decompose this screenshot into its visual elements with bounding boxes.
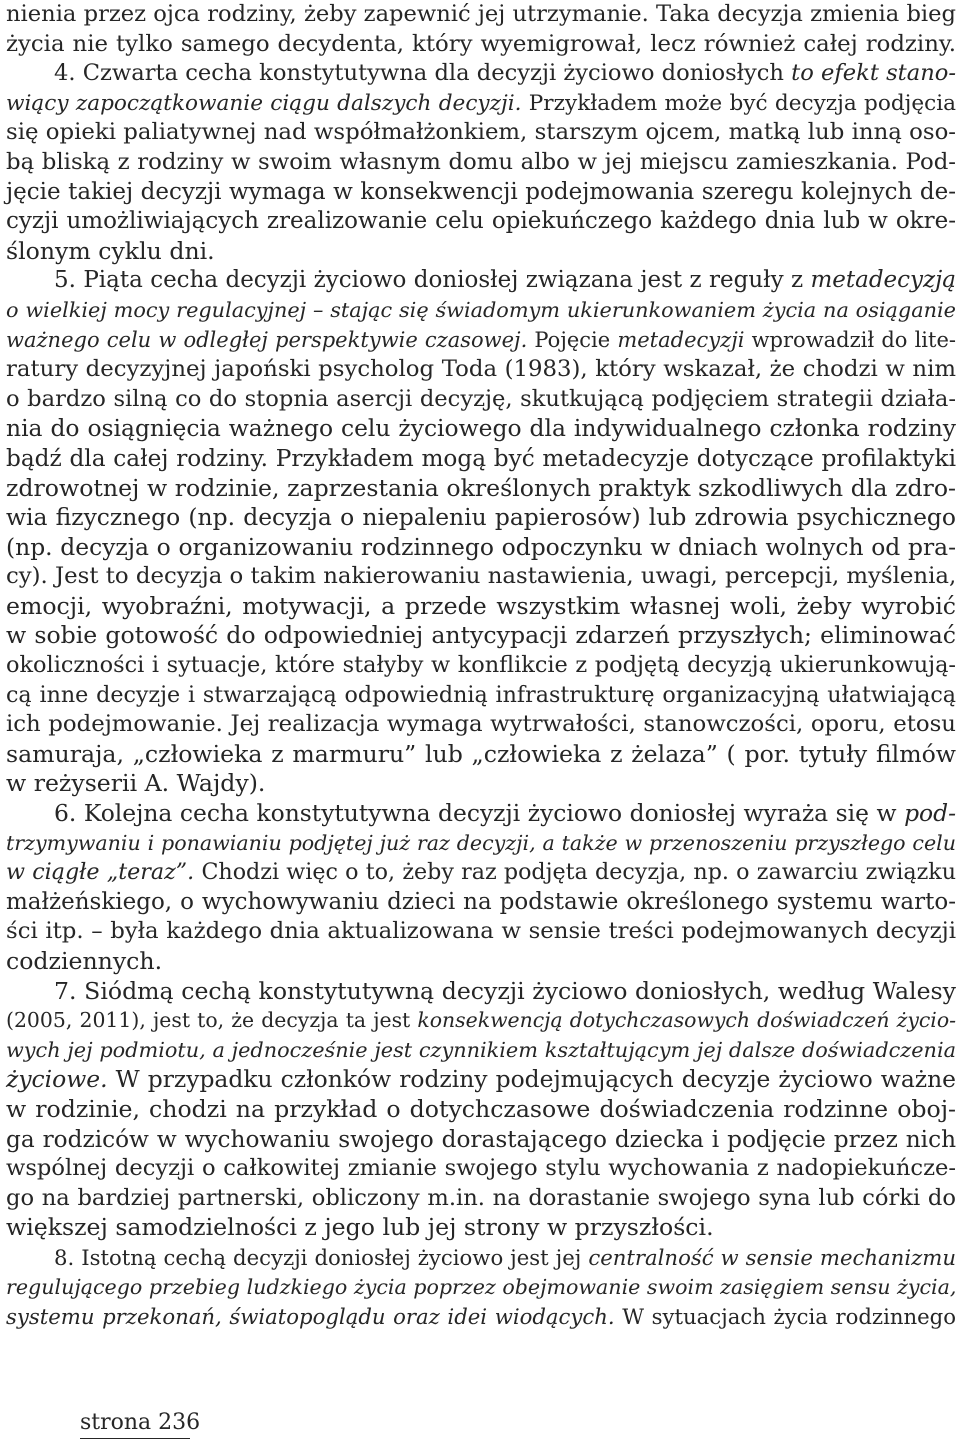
text-segment: życia nie tylko samego decydenta, który wyemigrował, lecz również całej rodziny. bbox=[6, 30, 956, 57]
text-segment: wprowadził do lite- bbox=[744, 327, 956, 352]
text-segment: cą inne decyzje i stwarzającą odpowiednią infrastrukturę organizacyjną ułatwiającą bbox=[6, 681, 956, 708]
text-line bbox=[6, 1273, 956, 1303]
text-line bbox=[6, 474, 956, 504]
text-line bbox=[6, 621, 956, 651]
text-segment: 8. Istotną cechą decyzji doniosłej życiowo jest jej bbox=[54, 1244, 589, 1270]
text-segment: 5. Piąta cecha decyzji życiowo doniosłej związana jest z reguły z bbox=[54, 267, 811, 294]
text-segment: o bardzo silną co do stopnia asercji decyzję, skutkującą podjęciem strategii działa- bbox=[6, 385, 956, 412]
text-line bbox=[6, 858, 956, 888]
text-line bbox=[6, 1213, 956, 1243]
text-line bbox=[6, 799, 956, 829]
text-line bbox=[6, 266, 956, 296]
text-segment: 4. Czwarta cecha konstytutywna dla decyzji życiowo doniosłych bbox=[54, 60, 792, 87]
text-line bbox=[6, 710, 956, 740]
text-segment: się opieki paliatywnej nad współmałżonkiem, starszym ojcem, matką lub inną oso- bbox=[6, 119, 956, 146]
text-line bbox=[6, 89, 956, 119]
text-line bbox=[6, 237, 956, 267]
text-segment: w rodzinie, chodzi na przykład o dotychczasowe doświadczenia rodzinne oboj- bbox=[6, 1094, 956, 1123]
text-line bbox=[6, 562, 956, 592]
text-segment: ślonym cyklu dni. bbox=[6, 236, 215, 265]
text-line bbox=[6, 740, 956, 770]
page-number: strona 236 bbox=[80, 1410, 201, 1435]
text-line bbox=[6, 296, 956, 326]
text-segment: bą bliską z rodziny w swoim własnym domu albo w jej miejscu zamieszkania. Pod- bbox=[6, 148, 956, 175]
text-line bbox=[6, 414, 956, 444]
text-segment: w sobie gotowość do odpowiedniej antycypacji zdarzeń przyszłych; eliminować bbox=[6, 621, 956, 650]
text-segment: W sytuacjach życia rodzinnego bbox=[614, 1304, 956, 1330]
text-segment: ratury decyzyjnej japoński psycholog Toda (1983), który wskazał, że chodzi w nim bbox=[6, 356, 956, 383]
text-segment: emocji, wyobraźni, motywacji, a przede wszystkim własnej woli, żeby wyrobić bbox=[6, 591, 956, 620]
text-segment: cy). Jest to decyzja o takim nakierowaniu nastawienia, uwagi, percepcji, myślenia, bbox=[6, 563, 957, 590]
text-line bbox=[6, 681, 956, 711]
text-segment: bądź dla całej rodziny. Przykładem mogą być metadecyzje dotyczące profilaktyki bbox=[6, 444, 956, 472]
italic-text-segment: regulującego przebieg ludzkiego życia poprzez obejmowanie swoim zasięgiem sensu życia, bbox=[6, 1274, 957, 1299]
italic-text-segment: życiowe. bbox=[6, 1065, 108, 1094]
text-segment: 7. Siódmą cechą konstytutywną decyzji życiowo doniosłych, według Walesy bbox=[54, 976, 956, 1005]
text-segment: Pojęcie bbox=[527, 327, 618, 352]
text-line bbox=[6, 1302, 956, 1332]
text-line bbox=[6, 385, 956, 415]
text-segment: zdrowotnej w rodzinie, zaprzestania określonych praktyk szkodliwych dla zdro- bbox=[6, 473, 956, 502]
text-line bbox=[6, 118, 956, 148]
text-line bbox=[6, 207, 956, 237]
text-line bbox=[6, 503, 956, 533]
text-line bbox=[6, 326, 956, 356]
text-segment: wspólnej decyzji o całkowitej zmianie swojego stylu wychowania z nadopiekuńcze- bbox=[6, 1155, 956, 1182]
italic-text-segment: to efekt stano- bbox=[791, 60, 957, 87]
text-line bbox=[6, 829, 956, 859]
text-line bbox=[6, 355, 956, 385]
italic-text-segment: w ciągłe „teraz”. bbox=[6, 859, 195, 886]
text-segment: (2005, 2011), jest to, że decyzja ta jest bbox=[6, 1008, 418, 1033]
text-segment: Przykładem może być decyzja podjęcia bbox=[521, 90, 957, 116]
text-segment: ga rodziców w wychowaniu swojego dorastającego dziecka i podjęcie przez nich bbox=[6, 1125, 956, 1153]
text-segment: cyzji umożliwiających zrealizowanie celu opiekuńczego każdego dnia lub w okre- bbox=[6, 208, 956, 235]
text-line bbox=[6, 917, 956, 947]
text-segment: jęcie takiej decyzji wymaga w konsekwencji podejmowania szeregu kolejnych de- bbox=[6, 178, 956, 205]
italic-text-segment: konsekwencją dotychczasowych doświadczeń życio- bbox=[417, 1008, 956, 1033]
text-line bbox=[6, 1065, 956, 1095]
italic-text-segment: pod- bbox=[904, 799, 956, 828]
text-segment: ich podejmowanie. Jej realizacja wymaga wytrwałości, stanowczości, oporu, etosu bbox=[6, 711, 956, 738]
text-segment: okoliczności i sytuacje, które stałyby w konflikcie z podjętą decyzją ukierunkowują- bbox=[6, 652, 956, 679]
text-segment: codziennych. bbox=[6, 947, 163, 975]
text-segment: małżeńskiego, o wychowywaniu dzieci na podstawie określonego systemu warto- bbox=[6, 888, 956, 915]
text-line bbox=[6, 178, 956, 208]
text-line bbox=[6, 769, 956, 799]
text-segment: ści itp. – była każdego dnia aktualizowana w sensie treści podejmowanych decyzji bbox=[6, 918, 956, 945]
text-line bbox=[6, 148, 956, 178]
italic-text-segment: wych jej podmiotu, a jednocześnie jest czynnikiem kształtującym jej dalsze doświadczenia bbox=[6, 1037, 956, 1062]
italic-text-segment: ważnego celu w odległej perspektywie czasowej. bbox=[6, 327, 528, 352]
text-line bbox=[6, 0, 956, 30]
footer-rule bbox=[80, 1438, 190, 1439]
text-segment: W przypadku członków rodziny podejmujących decyzje życiowo ważne bbox=[107, 1065, 956, 1094]
text-line bbox=[6, 1036, 956, 1066]
text-line bbox=[6, 977, 956, 1007]
text-line bbox=[6, 59, 956, 89]
document-body bbox=[6, 0, 956, 1332]
text-segment: 6. Kolejna cecha konstytutywna decyzji życiowo doniosłej wyraża się w bbox=[54, 799, 905, 828]
italic-text-segment: trzymywaniu i ponawianiu podjętej już raz decyzji, a także w przenoszeniu przyszłego celu bbox=[6, 830, 956, 855]
italic-text-segment: centralność w sensie mechanizmu bbox=[588, 1244, 956, 1270]
text-segment: nienia przez ojca rodziny, żeby zapewnić jej utrzymanie. Taka decyzja zmienia bieg bbox=[6, 1, 956, 27]
text-line bbox=[6, 533, 956, 563]
text-line bbox=[6, 888, 956, 918]
text-line bbox=[6, 1243, 956, 1273]
text-line bbox=[6, 947, 956, 977]
text-line bbox=[6, 592, 956, 622]
text-line bbox=[6, 30, 956, 60]
italic-text-segment: wiący zapoczątkowanie ciągu dalszych decyzji. bbox=[6, 90, 522, 116]
italic-text-segment: systemu przekonań, światopoglądu oraz idei wiodących. bbox=[6, 1304, 615, 1330]
text-segment: nia do osiągnięcia ważnego celu życiowego dla indywidualnego członka rodziny bbox=[6, 414, 956, 443]
text-line bbox=[6, 1125, 956, 1155]
text-segment: (np. decyzja o organizowaniu rodzinnego odpoczynku w dniach wolnych od pra- bbox=[6, 532, 956, 561]
text-segment: samuraja, „człowieka z marmuru” lub „człowieka z żelaza” ( por. tytuły filmów bbox=[6, 739, 956, 768]
text-segment: go na bardziej partnerski, obliczony m.in. na dorastanie swojego syna lub córki do bbox=[6, 1184, 956, 1211]
text-segment: w reżyserii A. Wajdy). bbox=[6, 769, 266, 798]
text-line bbox=[6, 651, 956, 681]
text-line bbox=[6, 1095, 956, 1125]
text-line bbox=[6, 1154, 956, 1184]
text-line bbox=[6, 1184, 956, 1214]
italic-text-segment: metadecyzji bbox=[617, 327, 745, 352]
italic-text-segment: o wielkiej mocy regulacyjnej – stając się świadomym ukierunkowaniem życia na osiąganie bbox=[6, 297, 956, 322]
text-line bbox=[6, 444, 956, 474]
text-line bbox=[6, 1006, 956, 1036]
text-segment: Chodzi więc o to, żeby raz podjęta decyzja, np. o zawarciu związku bbox=[194, 859, 956, 886]
italic-text-segment: metadecyzją bbox=[810, 267, 956, 294]
text-segment: wia fizycznego (np. decyzja o niepaleniu papierosów) lub zdrowia psychicznego bbox=[6, 503, 956, 532]
text-segment: większej samodzielności z jego lub jej strony w przyszłości. bbox=[6, 1213, 714, 1242]
